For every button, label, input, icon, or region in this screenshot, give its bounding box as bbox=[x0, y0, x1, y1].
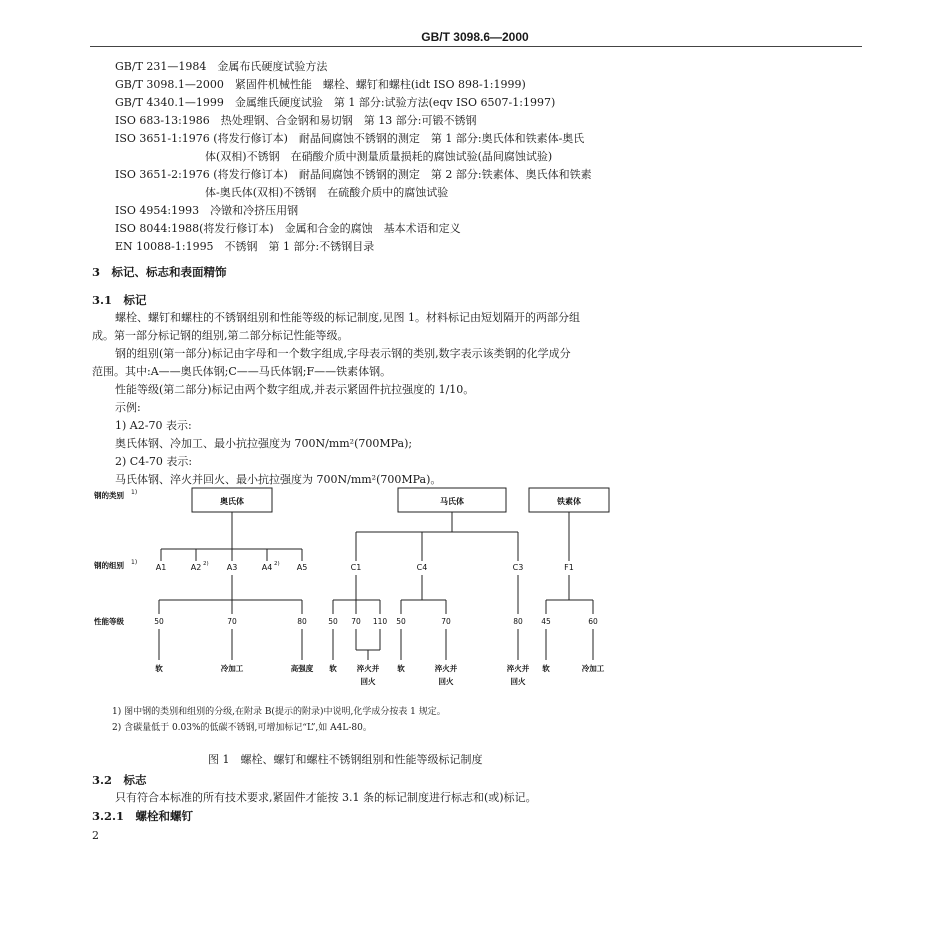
reference-item: EN 10088-1:1995 不锈钢 第 1 部分:不锈钢目录 bbox=[115, 240, 375, 253]
paragraph-line: 性能等级(第二部分)标记由两个数字组成,并表示紧固件抗拉强度的 1/10。 bbox=[115, 383, 475, 396]
paragraph-line: 螺栓、螺钉和螺柱的不锈钢组别和性能等级的标记制度,见图 1。材料标记由短划隔开的两部分组 bbox=[115, 311, 580, 324]
group-c3: C3 bbox=[512, 563, 524, 572]
grade-f1-60: 60 bbox=[588, 617, 598, 626]
page-number: 2 bbox=[92, 829, 99, 842]
group-c1: C1 bbox=[350, 563, 362, 572]
example-2-description: 马氏体钢、淬火并回火、最小抗拉强度为 700N/mm²(700MPa)。 bbox=[115, 473, 442, 486]
reference-item: ISO 3651-2:1976 (将发行修订本) 耐晶间腐蚀不锈钢的测定 第 2 部分:铁素体、奥氏体和铁素 bbox=[115, 168, 592, 181]
condition-quenched-tempered: 淬火并 bbox=[434, 664, 458, 673]
paragraph-line: 范围。其中:A——奥氏体钢;C——马氏体钢;F——铁素体钢。 bbox=[92, 365, 392, 378]
grade-f1-45: 45 bbox=[541, 617, 551, 626]
row-label-category-footnote: 1) bbox=[131, 489, 138, 496]
grade-c3-80: 80 bbox=[513, 617, 523, 626]
reference-item-continued: 体-奥氏体(双相)不锈钢 在硫酸介质中的腐蚀试验 bbox=[205, 186, 449, 199]
condition-quenched-tempered-line2: 回火 bbox=[438, 677, 454, 686]
row-label-grade: 性能等级 bbox=[94, 617, 124, 626]
figure-note-2: 2) 含碳量低于 0.03%的低碳不锈钢,可增加标记“L”,如 A4L-80。 bbox=[112, 723, 372, 733]
reference-item: GB/T 3098.1—2000 紧固件机械性能 螺栓、螺钉和螺柱(idt ISO 898-1:1999) bbox=[115, 78, 526, 91]
group-a3: A3 bbox=[226, 563, 238, 572]
condition-quenched-tempered: 淬火并 bbox=[506, 664, 530, 673]
condition-soft: 软 bbox=[329, 664, 337, 673]
figure-caption: 图 1 螺栓、螺钉和螺柱不锈钢组别和性能等级标记制度 bbox=[208, 753, 483, 766]
section-3-heading: 3 标记、标志和表面精饰 bbox=[92, 265, 227, 279]
category-austenitic: 奥氏体 bbox=[220, 497, 244, 506]
example-1-description: 奥氏体钢、冷加工、最小抗拉强度为 700N/mm²(700MPa); bbox=[115, 437, 413, 450]
condition-soft: 软 bbox=[542, 664, 550, 673]
group-a4: A4 bbox=[261, 563, 273, 572]
category-ferritic: 铁素体 bbox=[557, 497, 581, 506]
row-label-group-footnote: 1) bbox=[131, 559, 138, 566]
example-2: 2) C4-70 表示: bbox=[115, 455, 193, 468]
group-a5: A5 bbox=[296, 563, 308, 572]
reference-item: GB/T 231—1984 金属布氏硬度试验方法 bbox=[115, 60, 328, 73]
condition-soft: 软 bbox=[155, 664, 163, 673]
reference-item-continued: 体(双相)不锈钢 在硝酸介质中测量质量损耗的腐蚀试验(晶间腐蚀试验) bbox=[205, 150, 553, 163]
page-header-title: GB/T 3098.6—2000 bbox=[421, 30, 529, 44]
grade-c1-110: 110 bbox=[372, 617, 388, 626]
grade-a-70: 70 bbox=[227, 617, 237, 626]
row-label-category: 钢的类别 bbox=[94, 491, 124, 500]
paragraph-line: 只有符合本标准的所有技术要求,紧固件才能按 3.1 条的标记制度进行标志和(或)标记。 bbox=[115, 791, 537, 804]
section-3-2-1-heading: 3.2.1 螺栓和螺钉 bbox=[92, 809, 194, 823]
reference-item: ISO 683-13:1986 热处理钢、合金钢和易切钢 第 13 部分:可锻不锈钢 bbox=[115, 114, 477, 127]
condition-quenched-tempered: 淬火并 bbox=[356, 664, 380, 673]
reference-item: ISO 3651-1:1976 (将发行修订本) 耐晶间腐蚀不锈钢的测定 第 1 部分:奥氏体和铁素体-奥氏 bbox=[115, 132, 585, 145]
grade-c1-50: 50 bbox=[328, 617, 338, 626]
condition-quenched-tempered-line2: 回火 bbox=[510, 677, 526, 686]
section-3-2-heading: 3.2 标志 bbox=[92, 773, 147, 787]
paragraph-line: 成。第一部分标记钢的组别,第二部分标记性能等级。 bbox=[92, 329, 349, 342]
group-a4-footnote: 2) bbox=[274, 561, 280, 567]
section-3-1-heading: 3.1 标记 bbox=[92, 293, 147, 307]
grade-c4-50: 50 bbox=[396, 617, 406, 626]
category-martensitic: 马氏体 bbox=[440, 497, 464, 506]
condition-soft: 软 bbox=[397, 664, 405, 673]
grade-a-80: 80 bbox=[297, 617, 307, 626]
row-label-group: 钢的组别 bbox=[94, 561, 124, 570]
group-c4: C4 bbox=[416, 563, 428, 572]
grade-c1-70: 70 bbox=[351, 617, 361, 626]
figure-note-1: 1) 图中钢的类别和组别的分级,在附录 B(提示的附录)中说明,化学成分按表 1 规定。 bbox=[112, 707, 446, 717]
condition-cold-worked: 冷加工 bbox=[581, 664, 605, 673]
example-1: 1) A2-70 表示: bbox=[115, 419, 192, 432]
condition-high-strength: 高强度 bbox=[290, 664, 314, 673]
group-a2-footnote: 2) bbox=[203, 561, 209, 567]
grade-c4-70: 70 bbox=[441, 617, 451, 626]
reference-item: GB/T 4340.1—1999 金属维氏硬度试验 第 1 部分:试验方法(eqv ISO 6507-1:1997) bbox=[115, 96, 556, 109]
example-label: 示例: bbox=[115, 401, 141, 414]
paragraph-line: 钢的组别(第一部分)标记由字母和一个数字组成,字母表示钢的类别,数字表示该类钢的化学成分 bbox=[115, 347, 571, 360]
group-a1: A1 bbox=[155, 563, 167, 572]
reference-item: ISO 8044:1988(将发行修订本) 金属和合金的腐蚀 基本术语和定义 bbox=[115, 222, 461, 235]
reference-item: ISO 4954:1993 冷镦和冷挤压用钢 bbox=[115, 204, 299, 217]
group-f1: F1 bbox=[564, 563, 574, 572]
group-a2: A2 bbox=[190, 563, 202, 572]
grade-a-50: 50 bbox=[154, 617, 164, 626]
condition-cold-worked: 冷加工 bbox=[220, 664, 244, 673]
condition-quenched-tempered-line2: 回火 bbox=[360, 677, 376, 686]
